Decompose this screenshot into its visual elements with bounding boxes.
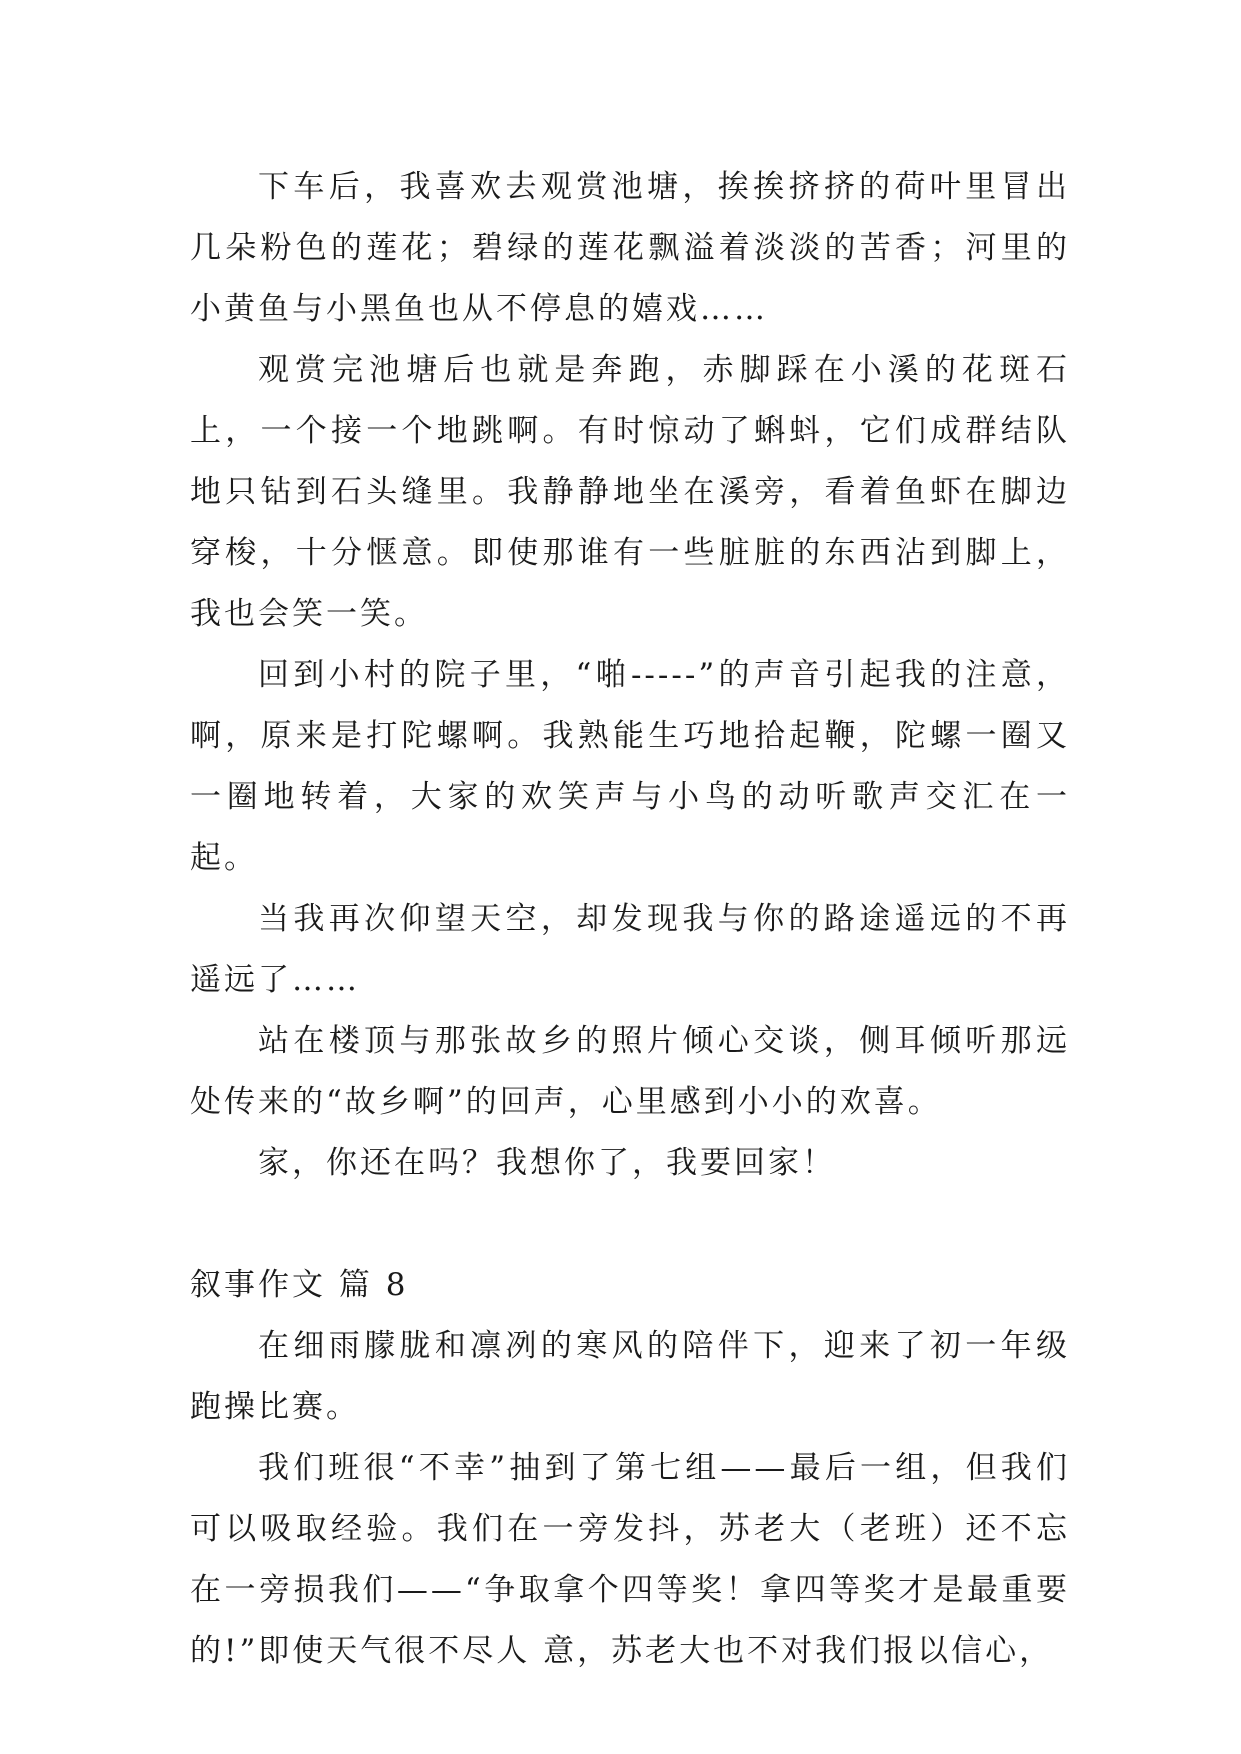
paragraph: 家，你还在吗？我想你了，我要回家！ xyxy=(258,1145,836,1181)
paragraph: 我们班很“不幸”抽到了第七组——最后一组，但我们可以吸取经验。我们在一旁发抖，苏老大（老班）还不忘在一旁损我们——“争取拿个四等奖！拿四等奖才是最重要的!”即使天气很不尽人 意，苏老大也不对我们报以信心， xyxy=(190,1450,1070,1669)
paragraph: 站在楼顶与那张故乡的照片倾心交谈，侧耳倾听那远处传来的“故乡啊”的回声，心里感到小小的欢喜。 xyxy=(190,1023,1070,1120)
paragraph: 回到小村的院子里，“啪-----”的声音引起我的注意，啊，原来是打陀螺啊。我熟能生巧地拾起鞭，陀螺一圈又一圈地转着，大家的欢笑声与小鸟的动听歌声交汇在一起。 xyxy=(190,657,1070,876)
document-body xyxy=(190,157,1070,1682)
paragraph: 当我再次仰望天空，却发现我与你的路途遥远的不再遥远了…… xyxy=(190,901,1070,998)
paragraph: 下车后，我喜欢去观赏池塘，挨挨挤挤的荷叶里冒出几朵粉色的莲花；碧绿的莲花飘溢着淡淡的苦香；河里的小黄鱼与小黑鱼也从不停息的嬉戏…… xyxy=(190,169,1070,327)
section-title: 叙事作文 篇 8 xyxy=(190,1267,409,1303)
paragraph: 观赏完池塘后也就是奔跑，赤脚踩在小溪的花斑石上，一个接一个地跳啊。有时惊动了蝌蚪，它们成群结队地只钻到石头缝里。我静静地坐在溪旁，看着鱼虾在脚边穿梭，十分惬意。即使那谁有一些脏脏的东西沾到脚上，我也会笑一笑。 xyxy=(190,352,1070,632)
paragraph: 在细雨朦胧和凛冽的寒风的陪伴下，迎来了初一年级跑操比赛。 xyxy=(190,1328,1070,1425)
